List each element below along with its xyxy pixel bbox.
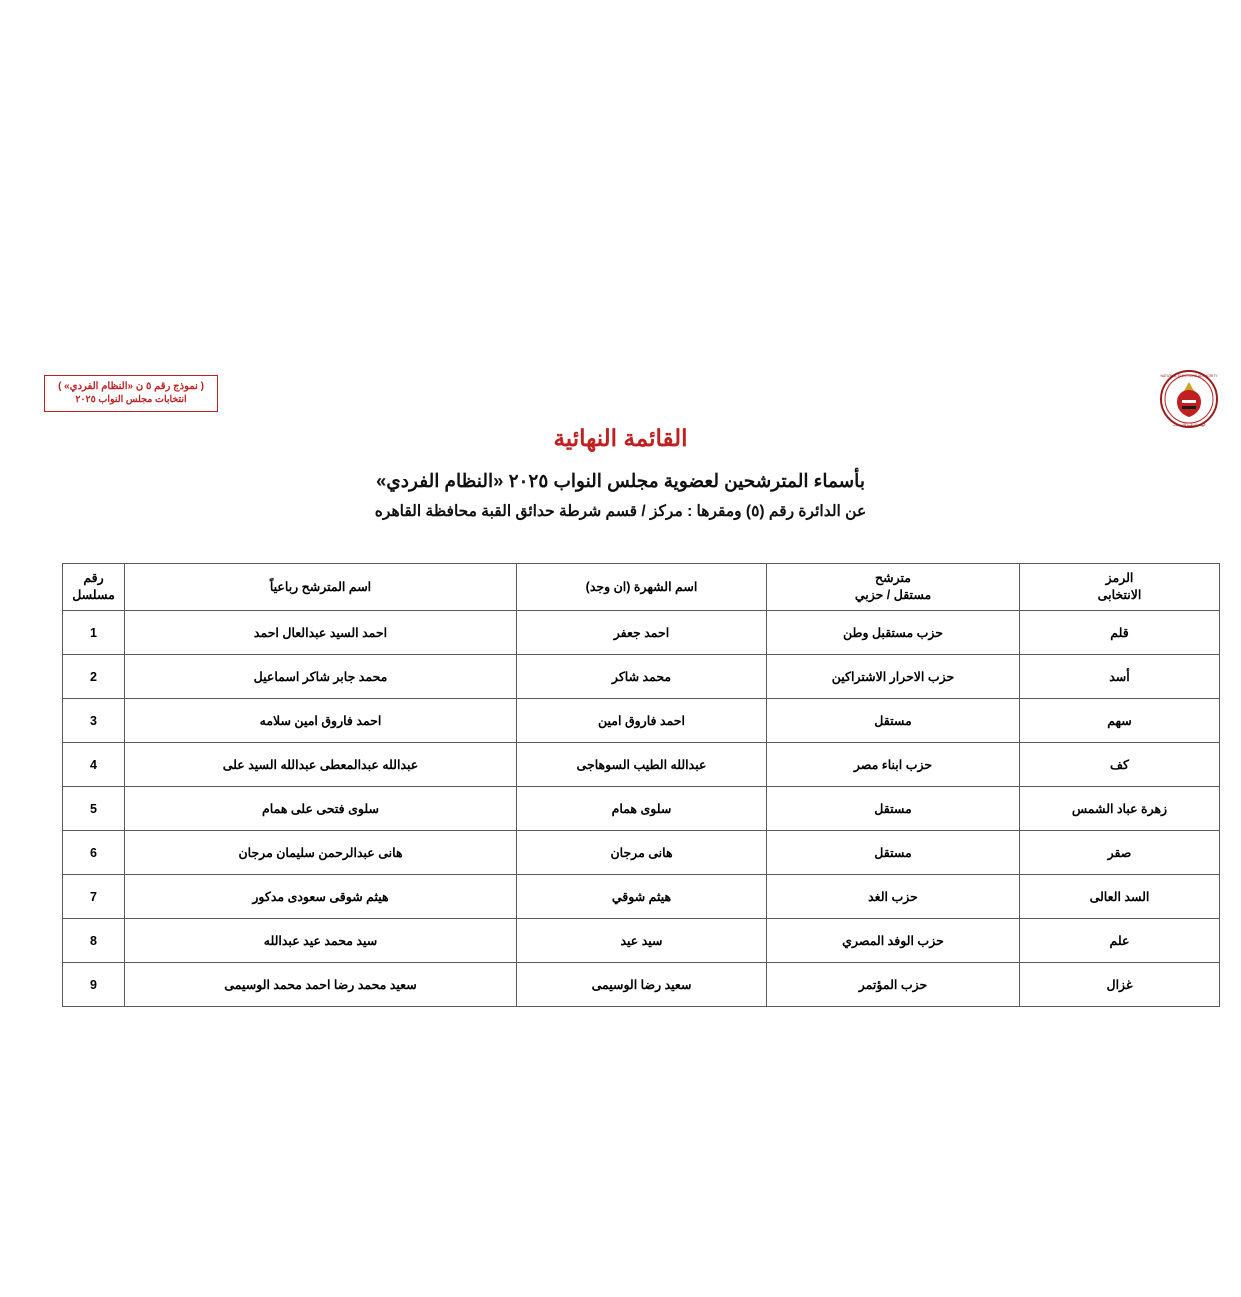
document-heading-block xyxy=(0,425,1241,521)
cell-affiliation: حزب مستقبل وطن xyxy=(767,611,1020,655)
cell-known-as: عبدالله الطيب السوهاجى xyxy=(517,743,767,787)
table-header-row xyxy=(63,564,1220,611)
table-row xyxy=(63,699,1220,743)
column-header-affiliation-line-2: مستقل / حزبي xyxy=(854,588,932,602)
cell-affiliation: حزب ابناء مصر xyxy=(767,743,1020,787)
cell-affiliation: حزب الاحرار الاشتراكين xyxy=(767,655,1020,699)
cell-symbol: كف xyxy=(1020,743,1220,787)
table-row xyxy=(63,963,1220,1007)
cell-symbol: زهرة عباد الشمس xyxy=(1020,787,1220,831)
cell-symbol: أسد xyxy=(1020,655,1220,699)
district-line: عن الدائرة رقم (٥) ومقرها : مركز / قسم شرطة حدائق القبة محافظة القاهره xyxy=(374,503,867,520)
table-body xyxy=(63,611,1220,1007)
form-stamp-line-1: ( نموذج رقم ٥ ن «النظام الفردي» ) xyxy=(58,381,204,392)
svg-text:الهيئة الوطنية للانتخابات: الهيئة الوطنية للانتخابات xyxy=(1172,423,1206,427)
column-header-symbol xyxy=(1020,564,1220,611)
cell-serial: 8 xyxy=(63,919,125,963)
cell-full-name: احمد السيد عبدالعال احمد xyxy=(125,611,517,655)
table-row xyxy=(63,831,1220,875)
cell-symbol: علم xyxy=(1020,919,1220,963)
cell-full-name: هانى عبدالرحمن سليمان مرجان xyxy=(125,831,517,875)
cell-serial: 7 xyxy=(63,875,125,919)
cell-known-as: سعيد رضا الوسيمى xyxy=(517,963,767,1007)
page-title: القائمة النهائية xyxy=(553,425,688,451)
cell-symbol: صقر xyxy=(1020,831,1220,875)
table-header xyxy=(63,564,1220,611)
column-header-symbol-line-2: الانتخابى xyxy=(1097,588,1142,602)
cell-symbol: غزال xyxy=(1020,963,1220,1007)
cell-known-as: سلوى همام xyxy=(517,787,767,831)
cell-known-as: احمد فاروق امين xyxy=(517,699,767,743)
cell-full-name: سعيد محمد رضا احمد محمد الوسيمى xyxy=(125,963,517,1007)
cell-serial: 9 xyxy=(63,963,125,1007)
form-number-stamp xyxy=(44,375,218,412)
cell-serial: 2 xyxy=(63,655,125,699)
cell-known-as: احمد جعفر xyxy=(517,611,767,655)
cell-known-as: محمد شاكر xyxy=(517,655,767,699)
cell-affiliation: حزب الوفد المصري xyxy=(767,919,1020,963)
national-elections-authority-logo-icon xyxy=(1160,368,1218,430)
cell-known-as: هيثم شوقي xyxy=(517,875,767,919)
cell-serial: 3 xyxy=(63,699,125,743)
cell-full-name: سلوى فتحى على همام xyxy=(125,787,517,831)
cell-symbol: قلم xyxy=(1020,611,1220,655)
column-header-affiliation xyxy=(767,564,1020,611)
column-header-serial xyxy=(63,564,125,611)
cell-affiliation: مستقل xyxy=(767,787,1020,831)
column-header-full-name: اسم المترشح رباعياً xyxy=(125,564,517,611)
page-subtitle: بأسماء المترشحين لعضوية مجلس النواب ٢٠٢٥ «النظام الفردي» xyxy=(376,470,865,491)
column-header-known-as: اسم الشهرة (ان وجد) xyxy=(517,564,767,611)
cell-serial: 1 xyxy=(63,611,125,655)
table-row xyxy=(63,875,1220,919)
cell-full-name: هيثم شوقى سعودى مدكور xyxy=(125,875,517,919)
cell-symbol: سهم xyxy=(1020,699,1220,743)
table-row xyxy=(63,743,1220,787)
cell-affiliation: مستقل xyxy=(767,699,1020,743)
cell-symbol: السد العالى xyxy=(1020,875,1220,919)
cell-known-as: سيد عيد xyxy=(517,919,767,963)
cell-known-as: هانى مرجان xyxy=(517,831,767,875)
cell-affiliation: مستقل xyxy=(767,831,1020,875)
cell-full-name: محمد جابر شاكر اسماعيل xyxy=(125,655,517,699)
table-row xyxy=(63,655,1220,699)
cell-full-name: احمد فاروق امين سلامه xyxy=(125,699,517,743)
table-row xyxy=(63,611,1220,655)
form-stamp-line-2: انتخابات مجلس النواب ٢٠٢٥ xyxy=(75,393,187,405)
cell-full-name: سيد محمد عيد عبدالله xyxy=(125,919,517,963)
column-header-serial-line-1: رقم xyxy=(83,571,104,586)
cell-affiliation: حزب المؤتمر xyxy=(767,963,1020,1007)
cell-serial: 5 xyxy=(63,787,125,831)
table-row xyxy=(63,787,1220,831)
column-header-symbol-line-1: الرمز xyxy=(1105,571,1134,586)
candidates-table-container xyxy=(63,563,1220,1007)
cell-serial: 4 xyxy=(63,743,125,787)
cell-serial: 6 xyxy=(63,831,125,875)
column-header-serial-line-2: مسلسل xyxy=(72,588,115,602)
cell-affiliation: حزب الغد xyxy=(767,875,1020,919)
column-header-affiliation-line-1: مترشح xyxy=(875,571,911,586)
candidates-table xyxy=(62,563,1220,1007)
svg-text:NATIONAL ELECTIONS AUTHORITY: NATIONAL ELECTIONS AUTHORITY xyxy=(1160,374,1218,378)
table-row xyxy=(63,919,1220,963)
cell-full-name: عبدالله عبدالمعطى عبدالله السيد على xyxy=(125,743,517,787)
